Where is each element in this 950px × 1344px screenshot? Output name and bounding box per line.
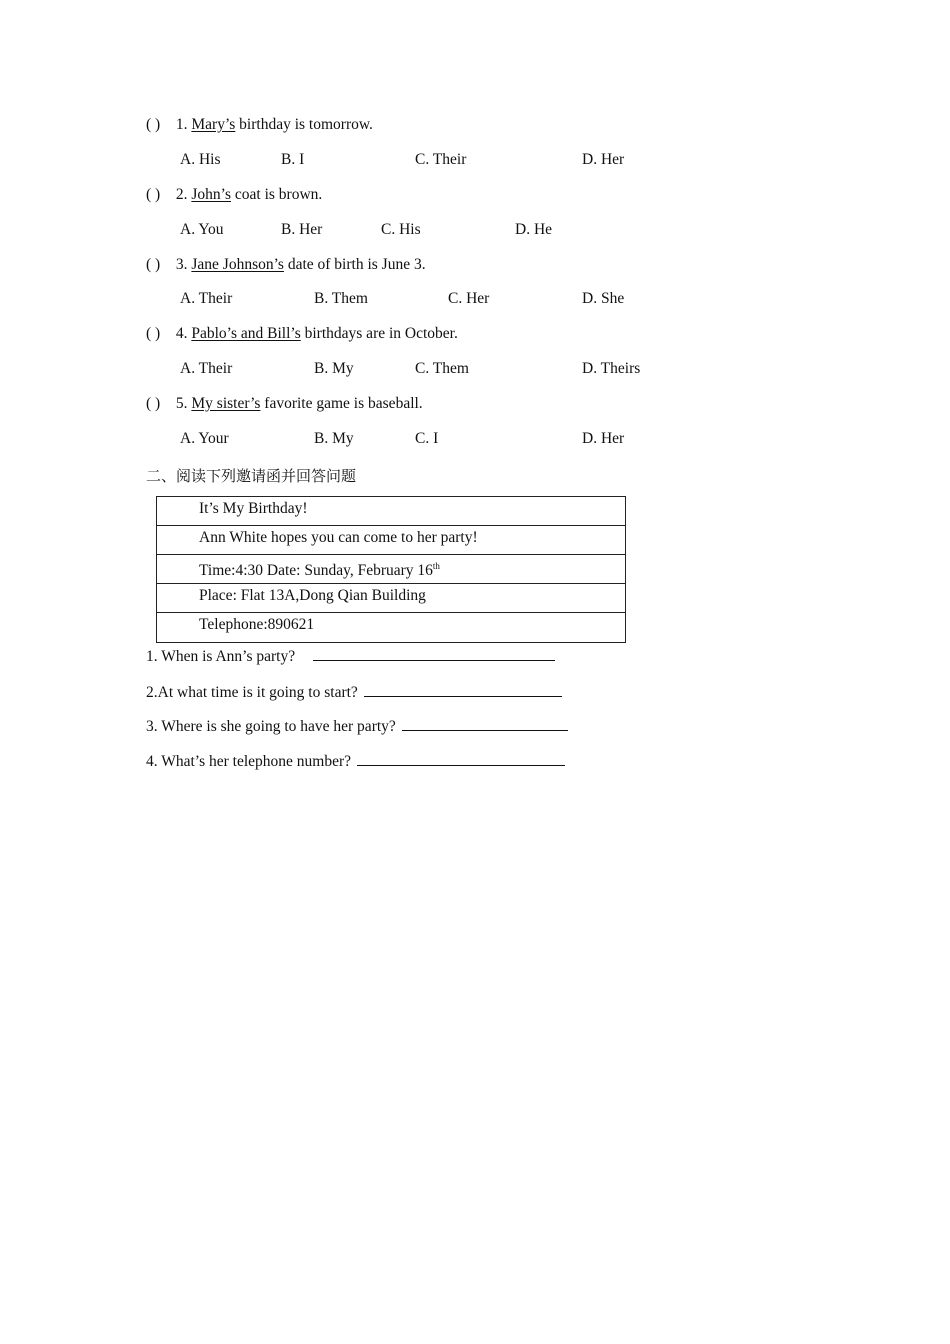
question-text: birthdays are in October.: [300, 325, 458, 342]
answer-blank[interactable]: [313, 648, 555, 661]
answer-question-3: [146, 718, 568, 736]
card-time-row: [157, 555, 625, 584]
section-heading: 二、阅读下列邀请函并回答问题: [146, 467, 357, 485]
option-b[interactable]: B. Them: [314, 290, 368, 307]
answer-blank[interactable]: [402, 718, 568, 731]
option-d[interactable]: D. She: [582, 290, 625, 307]
underlined-subject: Mary’s: [191, 116, 236, 133]
answer-question-text: 1. When is Ann’s party?: [146, 648, 296, 665]
option-a[interactable]: A. Their: [180, 290, 233, 307]
question-text: coat is brown.: [231, 186, 323, 203]
answer-question-text: 2.At what time is it going to start?: [146, 684, 358, 701]
question-text: birthday is tomorrow.: [235, 116, 373, 133]
answer-question-2: [146, 684, 562, 702]
answer-paren[interactable]: ( ): [146, 186, 161, 203]
answer-question-text: 3. Where is she going to have her party?: [146, 718, 396, 735]
option-b[interactable]: B. Her: [281, 221, 323, 238]
underlined-subject: Jane Johnson’s: [191, 256, 284, 273]
card-title: It’s My Birthday!: [157, 497, 625, 526]
answer-question-4: [146, 753, 565, 771]
option-d[interactable]: D. Her: [582, 430, 625, 447]
option-c[interactable]: C. Her: [448, 290, 490, 307]
question-number: 2.: [175, 186, 188, 203]
invitation-card: [156, 496, 626, 643]
question-text: date of birth is June 3.: [283, 256, 426, 273]
question-number: 4.: [175, 325, 188, 342]
question-3: [146, 256, 426, 274]
answer-blank[interactable]: [357, 753, 565, 766]
option-a[interactable]: A. His: [180, 151, 221, 168]
card-invite-line: Ann White hopes you can come to her party!: [157, 526, 625, 555]
question-number: 1.: [175, 116, 188, 133]
answer-paren[interactable]: ( ): [146, 116, 161, 133]
underlined-subject: John’s: [191, 186, 231, 203]
question-2: [146, 186, 322, 204]
answer-paren[interactable]: ( ): [146, 395, 161, 412]
question-number: 3.: [175, 256, 188, 273]
option-c[interactable]: C. His: [381, 221, 421, 238]
option-d[interactable]: D. Her: [582, 151, 625, 168]
question-1: [146, 116, 373, 134]
option-b[interactable]: B. My: [314, 360, 354, 377]
card-time: Time:4:30 Date: Sunday, February 16: [199, 562, 433, 580]
underlined-subject: Pablo’s and Bill’s: [191, 325, 301, 342]
card-phone: Telephone:890621: [199, 616, 315, 633]
option-d[interactable]: D. Theirs: [582, 360, 641, 377]
question-number: 5.: [175, 395, 188, 412]
option-c[interactable]: C. Their: [415, 151, 467, 168]
question-5: [146, 395, 423, 413]
question-text: favorite game is baseball.: [260, 395, 423, 412]
option-d[interactable]: D. He: [515, 221, 553, 238]
option-b[interactable]: B. My: [314, 430, 354, 447]
option-a[interactable]: A. Your: [180, 430, 229, 447]
answer-paren[interactable]: ( ): [146, 256, 161, 273]
option-b[interactable]: B. I: [281, 151, 305, 168]
answer-question-1: [146, 648, 555, 666]
option-c[interactable]: C. Them: [415, 360, 469, 377]
answer-paren[interactable]: ( ): [146, 325, 161, 342]
answer-question-text: 4. What’s her telephone number?: [146, 753, 352, 770]
card-place: Place: Flat 13A,Dong Qian Building: [157, 584, 625, 613]
option-c[interactable]: C. I: [415, 430, 439, 447]
answer-blank[interactable]: [364, 684, 562, 697]
underlined-subject: My sister’s: [191, 395, 261, 412]
card-time-suffix: th: [432, 561, 440, 571]
option-a[interactable]: A. Their: [180, 360, 233, 377]
question-4: [146, 325, 458, 343]
option-a[interactable]: A. You: [180, 221, 224, 238]
